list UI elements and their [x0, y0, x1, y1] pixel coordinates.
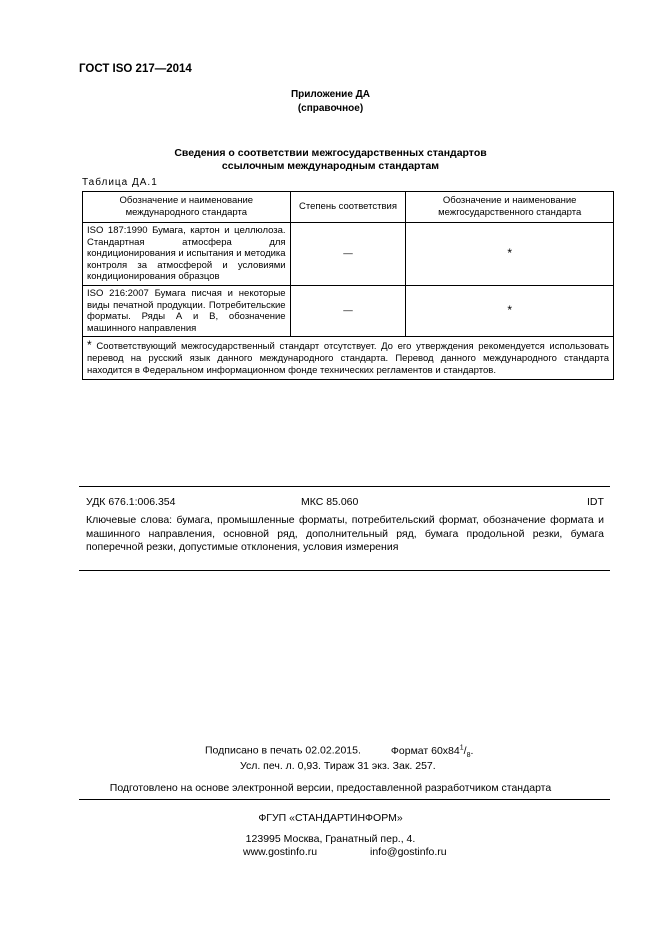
section-title-line2: ссылочным международным стандартам: [221, 160, 440, 172]
annex-title: Приложение ДА: [290, 89, 371, 100]
table-footnote: [83, 337, 614, 380]
prepared-note: Подготовлено на основе электронной версии, предоставленной разработчиком стандарта: [109, 782, 552, 794]
column-header-interstate: Обозначение и наименование межгосударственного стандарта: [406, 192, 614, 223]
cell-interstate-standard: *: [406, 223, 614, 286]
section-title-line1: Сведения о соответствии межгосударственных стандартов: [174, 147, 487, 159]
correspondence-table: [82, 191, 614, 380]
publisher-address: 123995 Москва, Гранатный пер., 4.: [245, 833, 416, 845]
section-title: [0, 147, 661, 173]
column-header-international: Обозначение и наименование международного стандарта: [83, 192, 291, 223]
table-header-row: [83, 192, 614, 223]
paper-format: Формат $60x84^1/_8$.: [390, 744, 474, 759]
cell-degree: —: [290, 285, 406, 336]
cell-degree: —: [290, 223, 406, 286]
table-row: [83, 285, 614, 336]
annex-subtitle: (справочное): [297, 103, 364, 114]
cell-international-standard: ISO 216:2007 Бумага писчая и некоторые виды печатной продукции. Потребительские форматы. Ряды А и В, обозначение машинного направления: [83, 285, 291, 336]
publisher-website[interactable]: www.gostinfo.ru: [243, 846, 318, 858]
keywords: Ключевые слова: бумага, промышленные форматы, потребительский формат, обозначение формата и машинного направления, основной ряд, дополнительный ряд, бумага продольной резки, бумага поперечной резки, допустимые отклонения, условия измерения: [86, 514, 604, 553]
divider: [79, 486, 610, 487]
imprint-print-details: Усл. печ. л. 0,93. Тираж 31 экз. Зак. 257.: [240, 760, 436, 772]
table-row: [83, 223, 614, 286]
imprint-signed: [205, 744, 473, 759]
cell-international-standard: ISO 187:1990 Бумага, картон и целлюлоза. Стандартная атмосфера для кондиционирования и испытания и методика контроля за атмосферой и условиями кондиционирования образцов: [83, 223, 291, 286]
identity-degree: IDT: [587, 496, 604, 508]
publisher-email[interactable]: info@gostinfo.ru: [370, 846, 447, 858]
mks-code: МКС 85.060: [301, 496, 359, 508]
column-header-degree: Степень соответствия: [290, 192, 406, 223]
table-caption: Таблица ДА.1: [82, 177, 158, 188]
footnote-text: Соответствующий межгосударственный стандарт отсутствует. До его утверждения рекомендуется использовать перевод на русский язык данного международного стандарта. Перевод данного международного стандарта находится в Федеральном информационном фонде технических регламентов и стандартов.: [87, 341, 610, 377]
footnote-mark: *: [87, 338, 92, 353]
signed-date: Подписано в печать 02.02.2015.: [205, 744, 361, 757]
document-code: ГОСТ ISO 217—2014: [79, 63, 192, 75]
annex-heading: [0, 88, 661, 116]
divider: [79, 570, 610, 571]
table-footnote-row: [83, 337, 614, 380]
divider: [79, 799, 610, 800]
publisher-name: ФГУП «СТАНДАРТИНФОРМ»: [258, 812, 403, 824]
udc-code: УДК 676.1:006.354: [86, 496, 176, 508]
cell-interstate-standard: *: [406, 285, 614, 336]
